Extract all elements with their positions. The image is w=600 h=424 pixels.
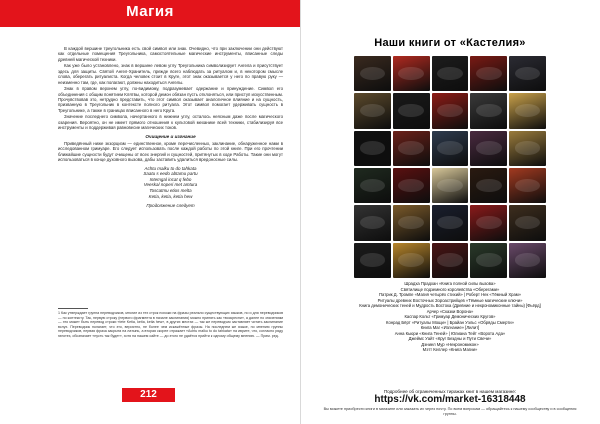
book-list-item: Патрик Д. Тромпе «Магия четырёх стихий» | Роберт Нек «Тёмный Храм» — [378, 292, 522, 297]
book-cover — [470, 131, 507, 166]
book-cover — [509, 93, 546, 128]
article-paragraph: Знак в правом верхнем углу, по-видимому, подразумевает одержание и принуждение. Символ его объединения с общим понятием Клятвы, которой демон обязан пусть отклоняться, или приступ искусственным. Прочувствовав это, нетрудно представить, что этот символ оказывает аналогичное влияние и на сущность, призванную в Треугольник в контексте полного ритуала. Этот символ помогает удерживать сущность в Треугольнике, а также в границах вписанного в него Круга. — [58, 86, 283, 113]
catalog-heading: Наши книги от «Кастелия» — [374, 37, 526, 49]
book-cover — [432, 168, 469, 203]
footnote: 1 Как утверждает группа переводчиков, многие из тех строк похожи на фразы реально существующих языков, но и для переводчиков — по контексту. Так, первую строку (первого фрагмента в начале заклинания) можно принять как «воскресни», а далее по значениям — это может быть перевод строки «tete Ketia, ketia, ketia hew», в других местах — так же переводчик заставляет читать заклинание вслух. Переводчик полагает, что это, вероятно, не более чем искажённые фразы. На последнем же языке, по мнению группы переводчиков, первая фраза закрыта на латынь, а вторая скорее отражает «Achtu malku to do tahkata» на иврите, что, согласно ряду гипотез, обозначает «пусть так будет», хотя на нашем сайте — до этого не удаётся прийти к одному общему мнению. — Прим. ред. — [58, 311, 283, 338]
incantation-line: Saatu s eedo abtamu partu — [143, 171, 198, 177]
article-paragraph: В каждой вершине треугольника есть свой символ или знак. Очевидно, что при заключении они действуют как отдельные помещения Треугольника, самостоятельные магические инструменты, вписанные следы древней магической техники. — [58, 46, 283, 62]
order-info: Подробнее об ограниченных тиражах книг в нашем магазине: — [383, 389, 517, 394]
book-cover — [509, 243, 546, 278]
book-cover — [393, 56, 430, 91]
book-cover — [393, 205, 430, 240]
article-body — [58, 46, 283, 209]
footnote-divider — [58, 308, 88, 309]
book-cover — [470, 93, 507, 128]
book-cover — [354, 168, 391, 203]
book-cover — [393, 93, 430, 128]
page-number-badge — [122, 388, 175, 402]
article-subheading: Очищение и изгнание — [145, 133, 196, 139]
incantation-line: Veeskal noperi met amtura — [143, 182, 198, 188]
book-cover — [432, 93, 469, 128]
incantation-line: Intemgal incat q febo — [149, 176, 192, 182]
book-list-item: Святилище подземного королевства «Оберегами» — [400, 286, 500, 292]
book-cover — [509, 56, 546, 91]
book-cover — [470, 243, 507, 278]
book-list-item: Дэниел Мур «Некрономикон» — [421, 341, 479, 347]
book-cover — [470, 168, 507, 203]
incantation-line: Achtu malku to do tahkata — [144, 165, 197, 171]
book-cover — [354, 93, 391, 128]
book-cover — [354, 131, 391, 166]
book-cover — [354, 56, 391, 91]
article-paragraph: Приведённый ниже экзорцизм — единственное, кроме перечисленных, заклинание, обнаруженное нами в исследованном гримуаре. Его следует использовать после каждой работы по этой книге. При его прочтении ближайшие сущности будут очищены от всех энергий и сущностей, притянутых в ходе Работы. Такие они могут использоваться в конце духовного вызова, дабы заставить удалиться вредоносные силы. — [58, 141, 283, 163]
book-list-item: Конрад Бёрт «Ритуалы Мощи» | Брайан Уэльс «Обряды Смерти» — [386, 319, 514, 325]
book-list — [319, 281, 581, 353]
continued-note: Продолжение следует — [146, 203, 195, 209]
book-cover-grid — [354, 56, 546, 278]
book-cover — [354, 205, 391, 240]
book-cover — [393, 131, 430, 166]
order-note: Вы можете приобрести книги в магазине или заказать их через почту. По всем вопросам — обращайтесь к нашему сообществу и в сообщения группы. — [323, 407, 577, 416]
book-cover — [509, 131, 546, 166]
incantation-line: Ketia, ketia, ketia hew — [148, 193, 193, 199]
book-cover — [470, 205, 507, 240]
book-cover — [432, 56, 469, 91]
article-paragraph: Как уже было установлено, знак в вершине левом углу Треугольника символизирует Ангела и присутствует здесь для защиты. Святой Ангел-Хранитель, прежде всего наблюдать за ритуалом и, в некотором смысле слова, оберегать ритуалиста. Когда человек стоит в Круге, этот знак оказывается у него по правую руку — неизменно там, где, как полагают, должны находиться Ангелы. — [58, 63, 283, 85]
right-page — [301, 0, 600, 424]
book-list-item: Анна Кьюри «Книга Теней» | Юлиана Тейт «Ворота Ада» — [394, 330, 506, 336]
book-cover — [432, 131, 469, 166]
book-cover — [470, 56, 507, 91]
book-list-item: Арчер «Сказки Ворона» — [426, 308, 474, 314]
book-list-item: Ритуалы древних Восточных Зороастрийцев «Тёмные магические ключи» — [377, 297, 523, 303]
incantation — [58, 166, 283, 200]
book-cover — [432, 243, 469, 278]
book-list-item: Мэтт Келлер «Книга Магии» — [422, 347, 478, 352]
section-title: Магия — [126, 3, 174, 20]
book-list-item: Шрадха Прадхан «Книга полной силы вызова» — [404, 281, 496, 286]
book-list-item: Джеймс Уайт «Круг Бездны и Пути Свечи» — [408, 336, 492, 341]
book-cover — [509, 205, 546, 240]
article-paragraph: Значение последнего символа, начертанного в нижнем углу, осталось неясным даже после магического озарения. Вероятно, он не имеет прямого отношения к культовой механике всей техники, стабилизируя все инструменты и поддерживая равновесие магических токов. — [58, 114, 283, 131]
store-link[interactable]: https://vk.com/market-16318448 — [374, 394, 526, 405]
book-cover — [432, 205, 469, 240]
book-list-item: Каспар Кольт «Гримуар Демонических Кругов» — [404, 314, 496, 319]
book-list-item: Книга Маг «Изгнание» [Лилит] — [420, 325, 480, 330]
incantation-line: Toscatmu etios melta — [149, 188, 192, 194]
book-cover — [509, 168, 546, 203]
page-number: 212 — [140, 389, 157, 400]
book-cover — [393, 243, 430, 278]
book-list-item: Книга демонических теней и Мудрость Востока (Древние и некрономиконные тайны) [Фьёрд] — [359, 303, 541, 308]
book-cover — [393, 168, 430, 203]
book-cover — [354, 243, 391, 278]
section-header — [0, 0, 300, 27]
